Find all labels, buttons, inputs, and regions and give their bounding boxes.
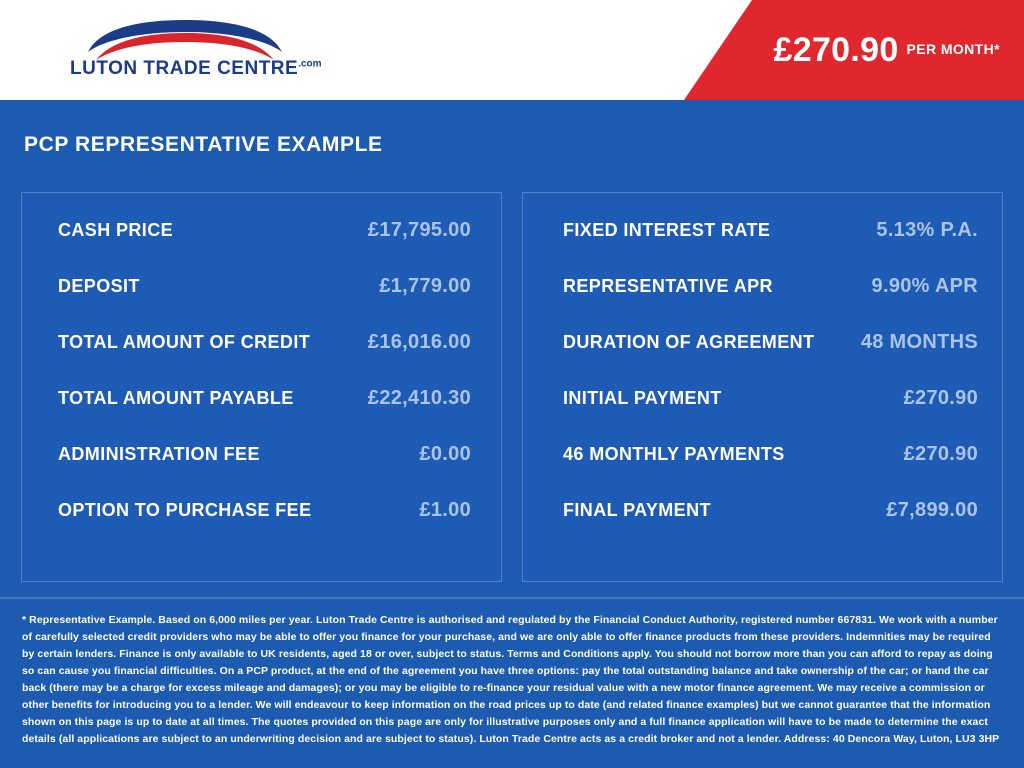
finance-panel-left <box>21 192 502 582</box>
row-label: REPRESENTATIVE APR <box>563 276 773 296</box>
row-label: FIXED INTEREST RATE <box>563 220 771 240</box>
page-header <box>0 0 1024 100</box>
logo-text: LUTON TRADE CENTRE <box>70 58 299 79</box>
logo-wordmark <box>70 58 322 80</box>
table-row <box>58 499 471 555</box>
table-row <box>58 331 471 387</box>
row-value: £16,016.00 <box>367 331 471 353</box>
row-label: CASH PRICE <box>58 220 174 240</box>
table-row <box>563 331 978 387</box>
row-value: £17,795.00 <box>367 219 471 241</box>
row-value: £270.90 <box>903 387 978 409</box>
table-row <box>58 387 471 443</box>
logo-domain-suffix: .com <box>298 58 322 70</box>
row-label: FINAL PAYMENT <box>563 500 711 520</box>
luton-trade-centre-logo <box>70 18 322 84</box>
table-row <box>563 275 978 331</box>
row-label: ADMINISTRATION FEE <box>58 444 260 464</box>
monthly-price-block <box>774 0 1000 100</box>
footer-divider <box>0 597 1024 599</box>
row-value: 9.90% APR <box>871 275 978 297</box>
row-value: £0.00 <box>419 443 471 465</box>
row-value: £270.90 <box>903 443 978 465</box>
row-value: £1,779.00 <box>379 275 471 297</box>
row-label: OPTION TO PURCHASE FEE <box>58 500 312 520</box>
page-title: PCP REPRESENTATIVE EXAMPLE <box>24 133 383 156</box>
row-label: 46 MONTHLY PAYMENTS <box>563 444 785 464</box>
monthly-price: £270.90 <box>773 31 899 69</box>
row-value: 48 MONTHS <box>860 331 978 353</box>
table-row <box>58 275 471 331</box>
row-value: 5.13% P.A. <box>876 219 978 241</box>
row-label: DEPOSIT <box>58 276 140 296</box>
finance-details-panels <box>21 192 1003 582</box>
table-row <box>563 219 978 275</box>
monthly-price-suffix: PER MONTH* <box>906 41 1000 57</box>
table-row <box>563 387 978 443</box>
finance-panel-right <box>522 192 1003 582</box>
row-value: £7,899.00 <box>886 499 978 521</box>
table-row <box>563 499 978 555</box>
row-label: TOTAL AMOUNT PAYABLE <box>58 388 294 408</box>
row-label: DURATION OF AGREEMENT <box>563 332 815 352</box>
table-row <box>58 443 471 499</box>
row-label: INITIAL PAYMENT <box>563 388 722 408</box>
row-label: TOTAL AMOUNT OF CREDIT <box>58 332 311 352</box>
footer-disclaimer: * Representative Example. Based on 6,000 miles per year. Luton Trade Centre is authorised and regulated by the Financial Conduct Authority, registered number 667831. We work with a number of carefully selected credit providers who may be able to offer you finance for your purchase, and we are only able to offer finance products from these providers. Indemnities may be required by certain lenders. Finance is only available to UK residents, aged 18 or over, subject to status. Terms and Conditions apply. You should not borrow more than you can afford to repay as doing so can cause you financial difficulties. On a PCP product, at the end of the agreement you have three options: pay the total outstanding balance and take ownership of the car; or hand the car back (there may be a charge for excess mileage and damages); or you may be eligible to re-finance your residual value with a new motor finance agreement. We may receive a commission or other benefits for introducing you to a lender. We will endeavour to keep information on the road prices up to date (and related finance examples) but we cannot guarantee that the information shown on this page is up to date at all times. The quotes provided on this page are only for illustrative purposes only and a full finance application will have to be made to determine the exact details (all applications are subject to an underwriting decision and are subject to status). Luton Trade Centre acts as a credit broker and not a lender. Address: 40 Dencora Way, Luton, LU3 3HP <box>22 614 1000 745</box>
table-row <box>563 443 978 499</box>
row-value: £1.00 <box>419 499 471 521</box>
table-row <box>58 219 471 275</box>
row-value: £22,410.30 <box>367 387 471 409</box>
